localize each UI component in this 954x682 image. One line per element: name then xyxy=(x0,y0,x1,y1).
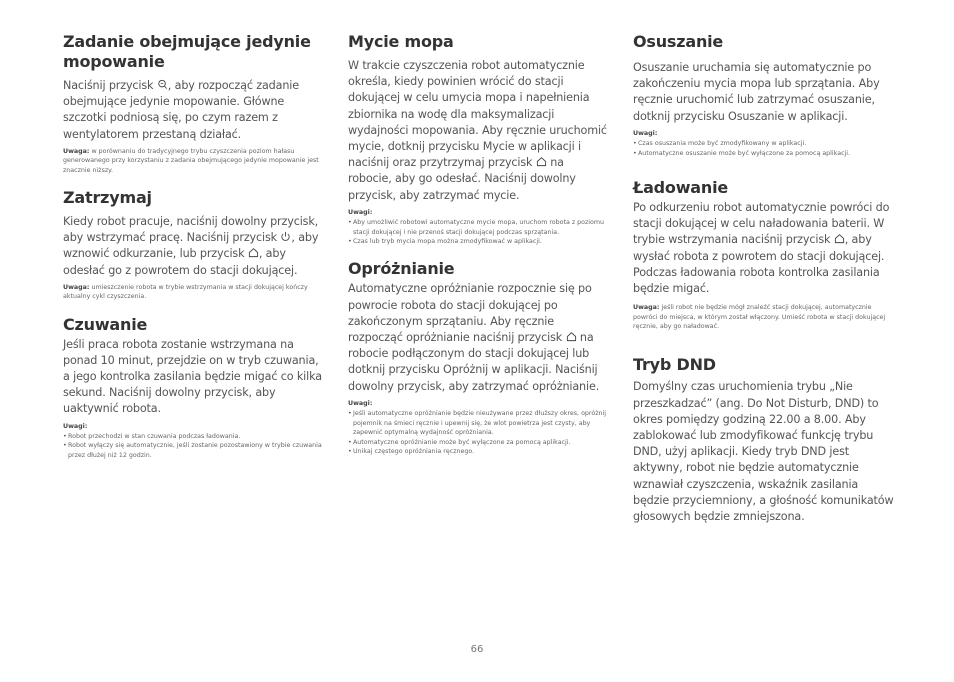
section-title-dnd: Tryb DND xyxy=(633,355,716,375)
note-item: • Automatyczne opróżnianie może być wyłączone za pomocą aplikacji. xyxy=(348,438,610,447)
note-pause xyxy=(63,283,323,302)
column-2 xyxy=(348,32,610,469)
text-span: na robocie podłączonym do stacji dokującej lub dotknij przycisku Opróżnij w aplikacji. Naciśnij dowolny przycisk, aby zatrzymać opróżnianie. xyxy=(348,331,600,393)
notes-label: Uwagi: xyxy=(348,399,373,407)
note-item: • Aby umożliwić robotowi automatyczne mycie mopa, uruchom robota z poziomu stacji dokującej i nie przenoś stacji dokującej podczas sprzątania. xyxy=(348,218,610,237)
section-body-emptying xyxy=(348,281,610,394)
note-text: jeśli robot nie będzie mógł znaleźć stacji dokującej, automatycznie powróci do miejsca, w którym został włączony. Umieść robota w stacji dokującej ręcznie, aby go naładować. xyxy=(633,304,886,331)
section-body-mop-washing xyxy=(348,58,610,204)
text-span: W trakcie czyszczenia robot automatycznie określa, kiedy powinien wrócić do stacji dokującej w celu umycia mopa i napełnienia zbiornika na wodę dla maksymalizacji wydajności mopowania. Aby ręcznie uruchomić mycie, dotknij przycisku Mycie w aplikacji i naciśnij oraz przytrzymaj przycisk xyxy=(348,59,607,170)
section-emptying xyxy=(348,259,610,456)
page-number: 66 xyxy=(470,644,484,655)
notes-label: Uwagi: xyxy=(348,208,373,216)
notes-list-drying xyxy=(633,139,895,158)
note-item: • Czas osuszania może być zmodyfikowany w aplikacji. xyxy=(633,139,895,148)
section-dnd xyxy=(633,355,895,525)
section-pause xyxy=(63,188,323,302)
column-1 xyxy=(63,32,323,473)
section-charging xyxy=(633,178,895,331)
section-title-emptying: Opróżnianie xyxy=(348,259,455,279)
notes-list-emptying xyxy=(348,409,610,456)
text-span: , aby odesłać go z powrotem do stacji dokującej. xyxy=(63,247,298,277)
section-mop-only xyxy=(63,32,323,175)
home-icon xyxy=(834,233,845,244)
section-body-pause xyxy=(63,214,323,279)
notes-list-mop-washing xyxy=(348,218,610,246)
section-title-mop-only: Zadanie obejmujące jedynie mopowanie xyxy=(63,32,311,71)
section-body-charging xyxy=(633,200,895,297)
note-label: Uwaga: xyxy=(63,147,90,155)
text-span: Naciśnij przycisk xyxy=(63,79,157,92)
home-icon xyxy=(536,156,547,167)
section-title-drying: Osuszanie xyxy=(633,32,724,51)
note-charging xyxy=(633,303,895,331)
section-body-standby: Jeśli praca robota zostanie wstrzymana na ponad 10 minut, przejdzie on w tryb czuwania, a jego kontrolka zasilania będzie migać co kilka sekund. Naciśnij dowolny przycisk, aby uaktywnić robota. xyxy=(63,337,322,416)
text-span: Kiedy robot pracuje, naciśnij dowolny przycisk, aby wstrzymać pracę. Naciśnij przycisk xyxy=(63,215,319,245)
section-standby xyxy=(63,315,323,461)
notes-label: Uwagi: xyxy=(63,422,88,430)
text-span: na robocie, aby go odesłać. Naciśnij dowolny przycisk, aby zatrzymać mycie. xyxy=(348,156,576,202)
text-span: , aby rozpocząć zadanie obejmujące jedynie mopowanie. Główne szczotki podniosą się, po czym razem z wentylatorem przestaną działać. xyxy=(63,79,299,141)
note-mop-only xyxy=(63,147,323,175)
notes-list-standby xyxy=(63,432,323,460)
text-span: , aby wznowić odkurzanie, lub przycisk xyxy=(63,231,319,261)
section-body-dnd: Domyślny czas uruchomienia trybu „Nie przeszkadzać” (ang. Do Not Disturb, DND) to okres pomiędzy godziną 22.00 a 8.00. Aby zablokować lub zmodyfikować funkcję trybu DND, użyj aplikacji. Kiedy tryb DND jest aktywny, robot nie będzie automatycznie wznawiał czyszczenia, wskaźnik zasilania będzie przyciemniony, a głośność komunikatów głosowych będzie zmniejszona. xyxy=(633,380,894,524)
note-item: • Robot wyłączy się automatycznie, jeśli zostanie pozostawiony w trybie czuwania przez dłużej niż 12 godzin. xyxy=(63,441,323,460)
note-item: • Automatyczne osuszanie może być wyłączone za pomocą aplikacji. xyxy=(633,149,895,158)
column-3 xyxy=(633,32,895,538)
home-icon xyxy=(566,331,577,342)
home-icon xyxy=(248,247,259,258)
text-span: , aby wysłać robota z powrotem do stacji dokującej. Podczas ładowania robota kontrolka zasilania będzie migać. xyxy=(633,233,885,296)
section-title-standby: Czuwanie xyxy=(63,314,148,334)
text-span: Automatyczne opróżnianie rozpocznie się po powrocie robota do stacji dokującej po zakończonym sprzątaniu. Aby ręcznie rozpocząć opróżnianie naciśnij przycisk xyxy=(348,282,592,345)
section-drying xyxy=(633,32,895,158)
section-body-mop-only xyxy=(63,78,323,143)
note-item: • Jeśli automatyczne opróżnianie będzie nieużywane przez dłuższy okres, opróżnij pojemnik na śmieci ręcznie i upewnij się, że wlot powietrza jest czysty, aby zapewnić optymalną wydajność opróżniania. xyxy=(348,409,610,437)
section-title-pause: Zatrzymaj xyxy=(63,188,152,208)
section-title-mop-washing: Mycie mopa xyxy=(348,32,454,51)
note-item: • Unikaj częstego opróżniania ręcznego. xyxy=(348,447,610,456)
section-title-charging: Ładowanie xyxy=(633,178,729,198)
notes-label: Uwagi: xyxy=(633,129,658,137)
note-label: Uwaga: xyxy=(633,304,660,312)
section-body-drying: Osuszanie uruchamia się automatycznie po zakończeniu mycia mopa lub sprzątania. Aby ręcznie uruchomić lub zatrzymać osuszanie, dotknij przycisku Osuszanie w aplikacji. xyxy=(633,61,880,123)
text-span: Po odkurzeniu robot automatycznie powróci do stacji dokującej w celu naładowania baterii. W trybie wstrzymania naciśnij przycisk xyxy=(633,201,890,247)
note-item: • Robot przechodzi w stan czuwania podczas ładowania. xyxy=(63,432,323,441)
note-label: Uwaga: xyxy=(63,283,90,291)
note-text: umieszczenie robota w trybie wstrzymania w stacji dokującej kończy aktualny cykl czyszczenia. xyxy=(63,283,308,301)
note-text: w porównaniu do tradycyjnego trybu czyszczenia poziom hałasu generowanego przy korzystaniu z zadania obejmującego jedynie mopowanie jest znacznie niższy. xyxy=(63,147,319,174)
note-item: • Czas lub tryb mycia mopa można zmodyfikować w aplikacji. xyxy=(348,237,610,246)
power-icon xyxy=(280,231,291,242)
section-mop-washing xyxy=(348,32,610,246)
mop-icon xyxy=(157,79,168,90)
